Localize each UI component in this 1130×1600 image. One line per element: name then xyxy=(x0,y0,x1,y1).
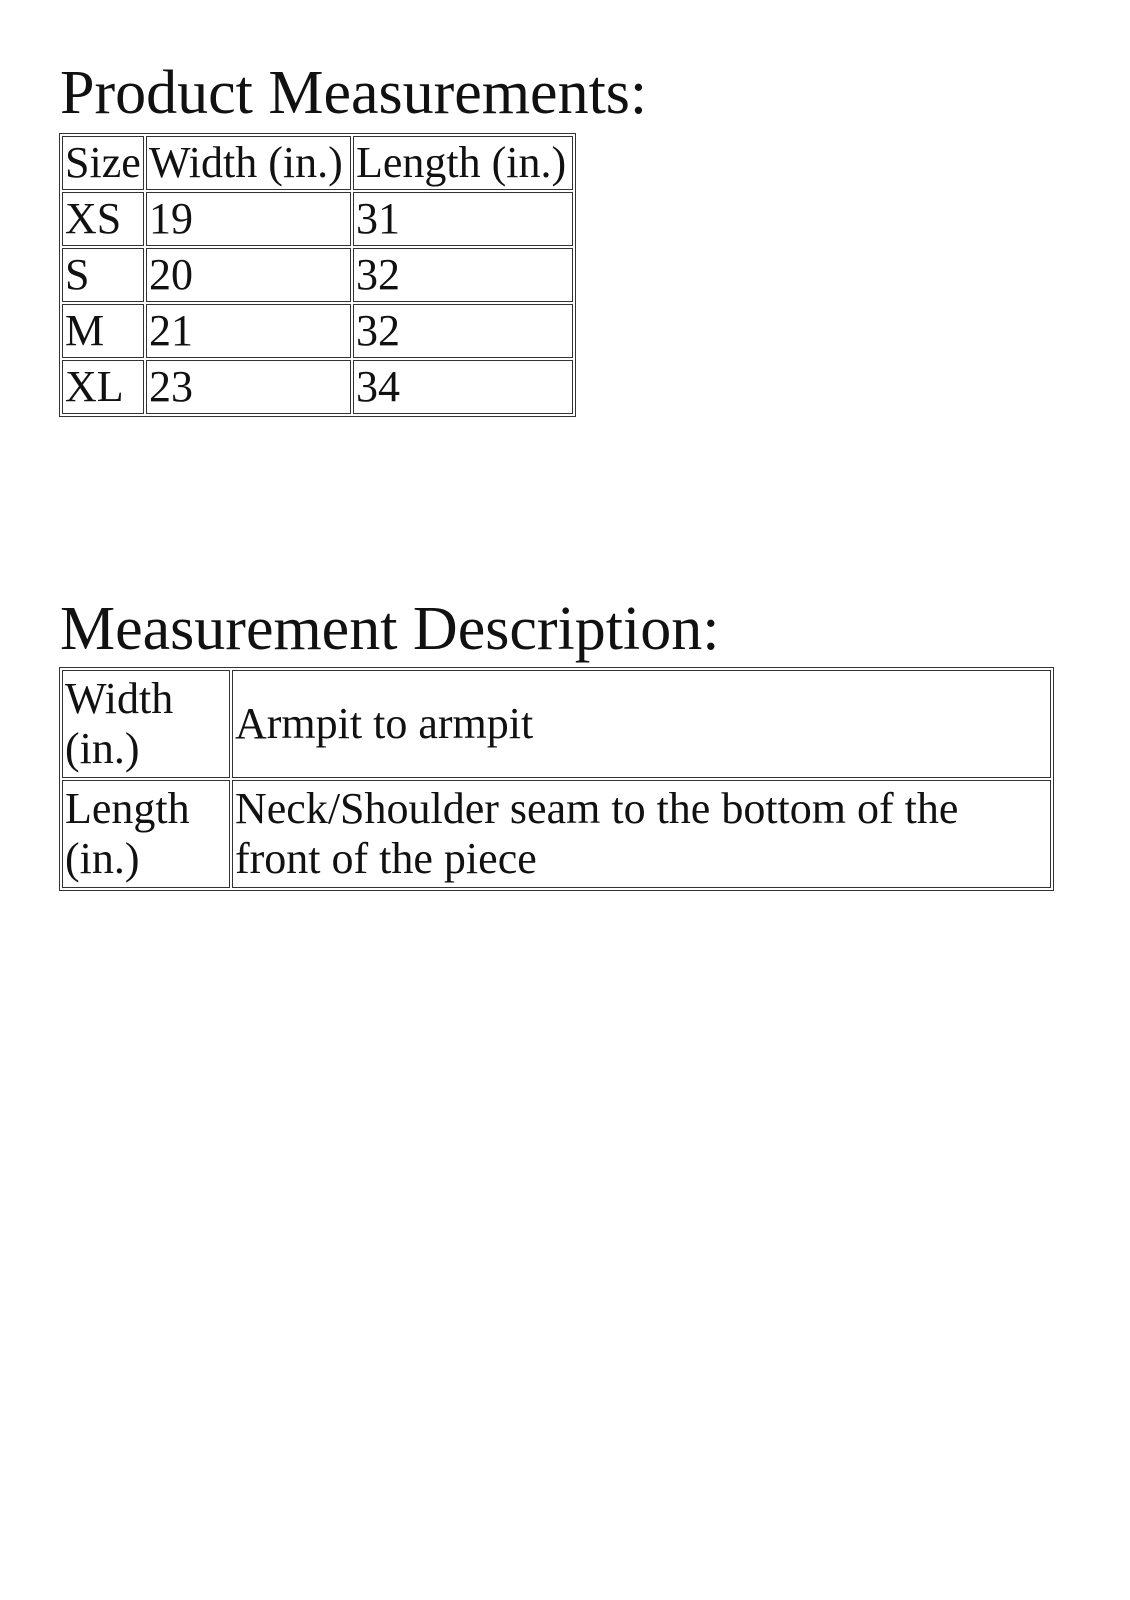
table-row xyxy=(62,304,573,358)
cell-length: 34 xyxy=(353,360,573,414)
description-table xyxy=(59,667,1054,891)
table-header-row xyxy=(62,136,573,190)
size-table xyxy=(59,133,576,417)
measurement-description-heading: Measurement Description: xyxy=(60,595,720,663)
cell-size: S xyxy=(62,248,144,302)
header-size: Size xyxy=(62,136,144,190)
cell-size: XS xyxy=(62,192,144,246)
cell-width: 20 xyxy=(146,248,351,302)
cell-size: M xyxy=(62,304,144,358)
table-row xyxy=(62,670,1051,778)
cell-length: 32 xyxy=(353,304,573,358)
product-measurements-heading: Product Measurements: xyxy=(60,59,648,127)
cell-width: 21 xyxy=(146,304,351,358)
measurement-term: Width (in.) xyxy=(62,670,230,778)
measurement-definition: Neck/Shoulder seam to the bottom of the front of the piece xyxy=(232,780,1051,888)
cell-length: 31 xyxy=(353,192,573,246)
header-width: Width (in.) xyxy=(146,136,351,190)
table-row xyxy=(62,360,573,414)
cell-width: 19 xyxy=(146,192,351,246)
measurement-term: Length (in.) xyxy=(62,780,230,888)
table-row xyxy=(62,780,1051,888)
table-row xyxy=(62,248,573,302)
cell-width: 23 xyxy=(146,360,351,414)
cell-size: XL xyxy=(62,360,144,414)
table-row xyxy=(62,192,573,246)
measurement-definition: Armpit to armpit xyxy=(232,670,1051,778)
header-length: Length (in.) xyxy=(353,136,573,190)
cell-length: 32 xyxy=(353,248,573,302)
